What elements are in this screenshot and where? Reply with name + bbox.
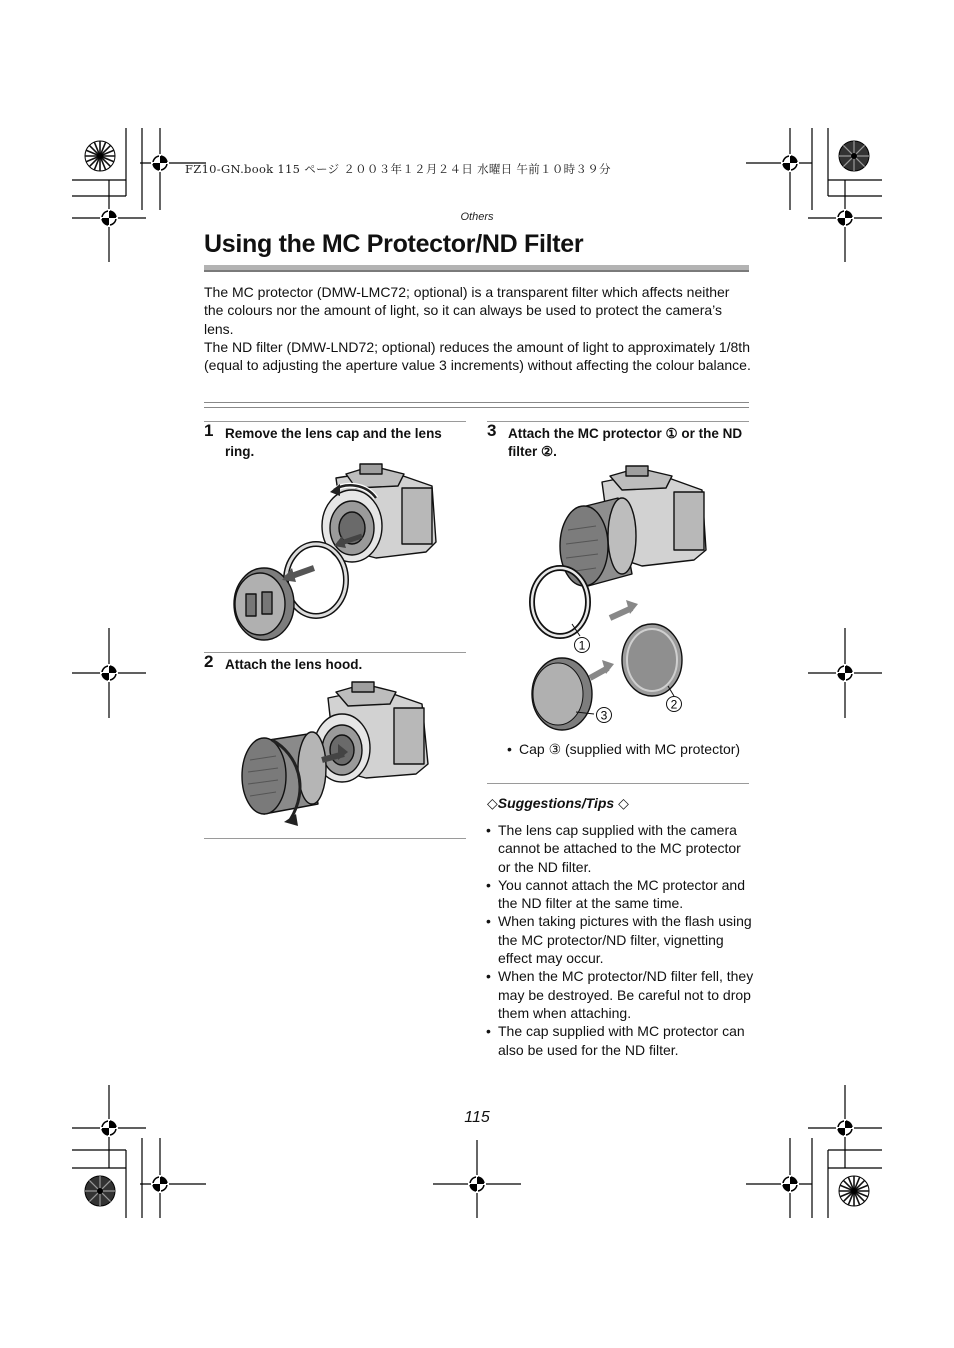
step-2-rule <box>204 652 466 653</box>
tips-heading-text: Suggestions/Tips <box>497 795 615 811</box>
step-3 <box>487 421 749 461</box>
callout-1 <box>575 638 590 653</box>
intro-text <box>204 283 752 374</box>
step-3-text: Attach the MC protector ① or the ND filter ②. <box>508 426 743 459</box>
step-1-text: Remove the lens cap and the lens ring. <box>225 426 442 459</box>
page-number: 115 <box>464 1109 490 1126</box>
title-underline <box>204 265 749 272</box>
intro-paragraph-nd: The ND filter (DMW-LND72; optional) reduces the amount of light to approximately 1/8th (equal to adjusting the aperture value 3 increments) without affecting the colour balance. <box>204 338 751 374</box>
step-2-text: Attach the lens hood. <box>225 657 363 672</box>
left-column-end-rule <box>204 838 466 839</box>
tip-item: • When taking pictures with the flash using the MC protector/ND filter, vignetting effect may occur. <box>486 912 754 967</box>
step-3-rule <box>487 421 749 422</box>
page-title: Using the MC Protector/ND Filter <box>204 230 584 258</box>
callout-3 <box>597 708 612 723</box>
tip-item: • When the MC protector/ND filter fell, they may be destroyed. Be careful not to drop them when attaching. <box>486 967 754 1022</box>
cap-note-text: Cap ③ (supplied with MC protector) <box>519 741 741 757</box>
diamond-icon: ◇ <box>487 795 498 811</box>
callout-2-label: 2 <box>670 697 678 712</box>
step-2-number: 2 <box>204 652 214 671</box>
remove-lens-cap-illustration <box>226 462 446 648</box>
book-file-header: FZ10-GN.book 115 ページ ２００３年１２月２４日 水曜日 午前１０時３９分 <box>185 162 611 176</box>
callout-1-label: 1 <box>578 638 586 653</box>
attach-lens-hood-illustration <box>236 680 436 830</box>
tip-item: • You cannot attach the MC protector and the ND filter at the same time. <box>486 876 754 913</box>
section-label: Others <box>460 211 494 223</box>
callout-3-label: 3 <box>600 708 608 723</box>
step-2 <box>204 652 466 674</box>
step-1-rule <box>204 421 466 422</box>
step-1-number: 1 <box>204 421 214 440</box>
intro-paragraph-mc: The MC protector (DMW-LMC72; optional) is a transparent filter which affects neither the colours nor the amount of light, so it can always be used to protect the camera’s lens. <box>204 284 730 337</box>
step-1 <box>204 421 466 461</box>
tips-rule <box>487 783 749 784</box>
tip-item: • The lens cap supplied with the camera cannot be attached to the MC protector or the ND filter. <box>486 821 754 876</box>
callout-2 <box>667 697 682 712</box>
step-3-number: 3 <box>487 421 497 440</box>
section-divider <box>204 402 749 408</box>
diamond-icon: ◇ <box>618 795 629 811</box>
tip-item: • The cap supplied with MC protector can also be used for the ND filter. <box>486 1022 754 1059</box>
attach-filter-illustration <box>522 464 722 734</box>
cap-note <box>507 740 747 758</box>
tips-list <box>486 821 754 1059</box>
tips-heading <box>487 795 629 812</box>
bullet-icon: • <box>507 741 512 757</box>
